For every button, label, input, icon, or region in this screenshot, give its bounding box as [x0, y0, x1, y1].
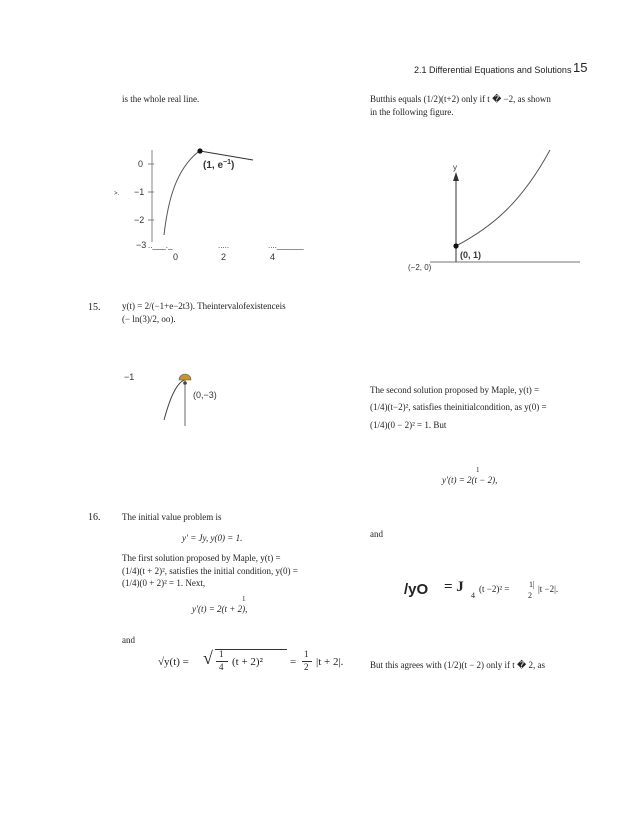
figure-1-graph — [110, 140, 320, 270]
problem-16-derivative: y′(t) = 2(t + 2), — [192, 604, 248, 614]
right-top-line-2: in the following figure. — [370, 107, 454, 117]
problem-16-deriv-sup: 1 — [242, 595, 246, 603]
right-p2-line-1: The second solution proposed by Maple, y(t) = — [370, 385, 540, 395]
page-number: 15 — [573, 60, 588, 75]
fig1-curve-left — [164, 152, 198, 235]
sqrt-eq-tail: |t + 2|. — [316, 656, 344, 668]
big-eq-tail: |t −2|. — [538, 584, 559, 594]
fig2-point-label: (0,−3) — [193, 390, 217, 400]
fig1-xtick-2: 4 — [270, 252, 276, 262]
fig1-xtick-0: 0 — [173, 252, 179, 262]
sqrt-radical: √ — [203, 648, 213, 668]
fig1-ytick-0: 0 — [138, 159, 144, 169]
fig1-y-garble: >. — [114, 191, 120, 197]
right-big-equation — [404, 581, 604, 607]
big-eq-sub2: 2 — [528, 591, 532, 600]
sqrt-eq-num: 1 — [219, 649, 224, 659]
right-and: and — [370, 529, 383, 539]
running-title: 2.1 Differential Equations and Solutions — [414, 65, 572, 75]
fig1-xtick-1: 2 — [221, 252, 227, 262]
figure-3-graph — [390, 150, 580, 280]
fig3-corner-label: (−2, 0) — [408, 263, 432, 272]
fig1-point-label: (1, $e^{-1}$) — [203, 159, 235, 171]
problem-15-line-2: (− ln(3)/2, oo). — [122, 314, 176, 324]
problem-16-line-2: (1/4)(t + 2)², satisfies the initial condition, y(0) = — [122, 566, 298, 576]
big-eq-body: (t −2)² = — [479, 584, 510, 594]
figure-2-graph — [110, 368, 250, 438]
big-eq-lhs: /yO — [404, 581, 429, 598]
intro-line: is the whole real line. — [122, 94, 200, 104]
problem-16-intro: The initial value problem is — [122, 512, 222, 522]
fig1-ytick-1: −1 — [134, 187, 145, 197]
problem-16-line-3: (1/4)(0 + 2)² = 1. Next, — [122, 578, 206, 588]
problem-16-equation: y′ = Jy, y(0) = 1. — [182, 533, 243, 543]
fig1-ytick-2: −2 — [134, 215, 145, 225]
right-top-line-1: Butthis equals (1/2)(t+2) only if t � −2, as shown — [370, 94, 551, 104]
fig3-point — [453, 243, 458, 248]
right-p2-line-2: (1/4)(t−2)², satisfies theinitialcondition, as y(0) = — [370, 402, 547, 412]
sqrt-eq-rnum: 1 — [304, 649, 309, 659]
fig1-x-garble-2: ..... — [218, 241, 230, 250]
sqrt-eq-body: (t + 2)² — [232, 656, 263, 668]
fig3-y-label: y — [453, 163, 457, 172]
problem-15-number: 15. — [88, 302, 101, 313]
sqrt-eq-rden: 2 — [304, 662, 309, 672]
fig1-x-garble-1: ..___._ — [148, 241, 173, 250]
fig2-ytick: −1 — [124, 372, 135, 382]
fig2-half-disc — [179, 374, 191, 380]
right-p2-line-3: (1/4)(0 − 2)² = 1. But — [370, 420, 447, 430]
fig1-x-garble-3: ....______ — [268, 241, 304, 250]
fig3-point-label: (0, 1) — [460, 250, 482, 260]
problem-15-line-1: y(t) = 2/(−1+e−2t3). Theintervalofexistenceis — [122, 301, 286, 311]
fig1-ytick-3: −3 — [136, 240, 147, 250]
sqrt-eq-den: 4 — [219, 662, 224, 672]
problem-16-number: 16. — [88, 512, 101, 523]
fig1-point — [197, 148, 202, 153]
fig3-y-arrow — [453, 172, 459, 181]
right-last-line: But this agrees with (1/2)(t − 2) only if t � 2, as — [370, 660, 546, 670]
sqrt-equation — [158, 648, 358, 678]
sqrt-eq-lhs: √y(t) = — [158, 656, 189, 668]
fig2-curve — [164, 380, 184, 420]
fig3-curve — [456, 150, 550, 246]
big-eq-mid: = J — [444, 579, 464, 595]
right-deriv-sup: 1 — [476, 466, 480, 474]
problem-16-and: and — [122, 635, 135, 645]
problem-16-line-1: The first solution proposed by Maple, y(t) = — [122, 553, 281, 563]
sqrt-eq-equals: = — [290, 656, 297, 668]
right-derivative: y′(t) = 2(t − 2), — [442, 475, 498, 485]
big-eq-sub: 4 — [471, 591, 475, 600]
big-eq-sup: 1| — [529, 580, 535, 589]
